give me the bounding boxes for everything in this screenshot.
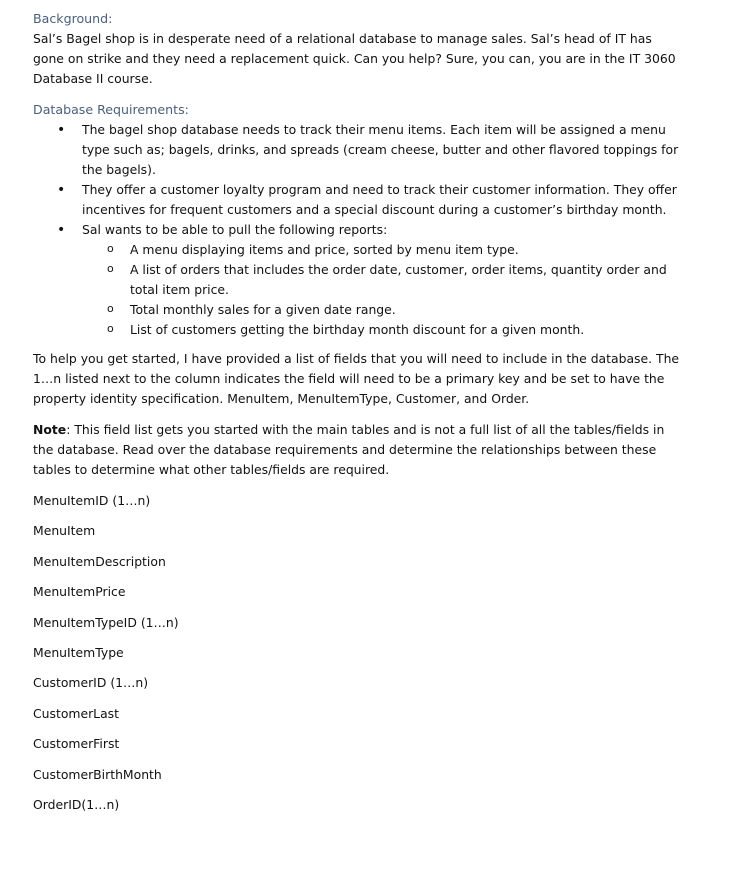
intro-paragraph: To help you get started, I have provided a list of fields that you will need to include in the database. The 1…n listed next to the column indicates the field will need to be a primary key and be set to have the property identity specification. MenuItem, MenuItemType, Customer, and Order. <box>33 351 680 406</box>
field-item: CustomerLast <box>33 705 119 721</box>
report-item: o Total monthly sales for a given date range. <box>82 300 683 320</box>
field-list <box>33 491 683 815</box>
requirement-bullet-text: Sal wants to be able to pull the following reports: <box>82 222 388 237</box>
note-label: Note <box>33 422 67 437</box>
report-item: o A list of orders that includes the order date, customer, order items, quantity order and total item price. <box>82 260 683 300</box>
requirements-list <box>33 120 683 340</box>
requirements-heading: Database Requirements: <box>33 102 189 117</box>
report-item: o A menu displaying items and price, sorted by menu item type. <box>82 240 683 260</box>
requirement-bullet: • The bagel shop database needs to track their menu items. Each item will be assigned a menu type such as; bagels, drinks, and spreads (cream cheese, butter and other flavored toppings for the bagels). <box>33 120 683 180</box>
field-item: CustomerFirst <box>33 736 120 752</box>
document-page <box>33 9 683 825</box>
field-item: CustomerBirthMonth <box>33 766 162 782</box>
background-heading: Background: <box>33 11 113 26</box>
background-paragraph: Sal’s Bagel shop is in desperate need of a relational database to manage sales. Sal’s head of IT has gone on strike and they need a replacement quick. Can you help? Sure, you can, you are in the IT 3060 Database II course. <box>33 31 676 86</box>
field-item: OrderID(1…n) <box>33 796 120 812</box>
requirement-bullet <box>33 220 683 340</box>
field-item: CustomerID (1…n) <box>33 675 149 691</box>
note-text: : This field list gets you started with the main tables and is not a full list of all the tables/fields in the database. Read over the database requirements and determine the relationships between these tables to determine what other tables/fields are required. <box>33 422 665 477</box>
field-item: MenuItemID (1…n) <box>33 493 151 508</box>
field-item: MenuItemPrice <box>33 584 126 600</box>
field-item: MenuItem <box>33 523 96 539</box>
field-item: MenuItemType <box>33 644 124 660</box>
field-item: MenuItemDescription <box>33 553 166 569</box>
note-paragraph <box>33 420 683 480</box>
requirement-bullet: • They offer a customer loyalty program and need to track their customer information. They offer incentives for frequent customers and a special discount during a customer’s birthday month. <box>33 180 683 220</box>
reports-list <box>82 240 683 340</box>
report-item: o List of customers getting the birthday month discount for a given month. <box>82 320 683 340</box>
field-item: MenuItemTypeID (1…n) <box>33 614 179 630</box>
